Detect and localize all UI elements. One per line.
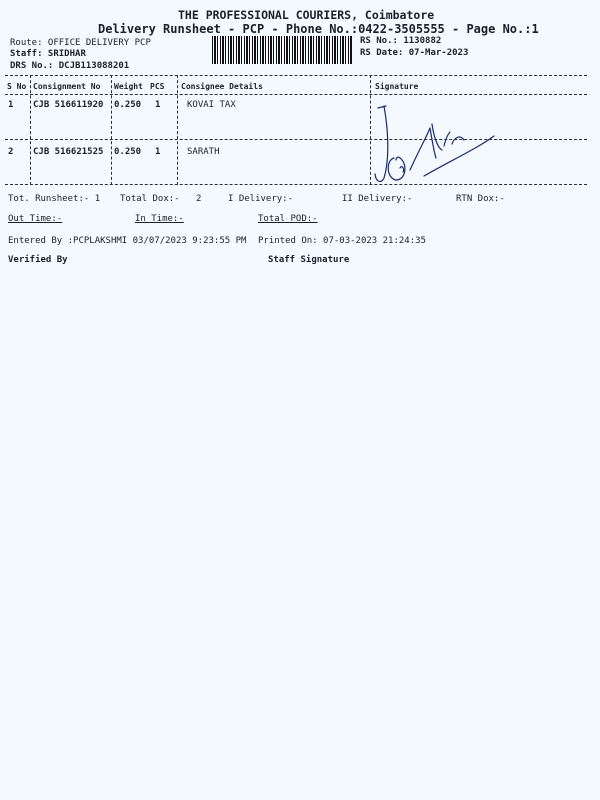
tot-runsheet: Tot. Runsheet:- 1 <box>8 194 101 204</box>
runsheet-subtitle: Delivery Runsheet - PCP - Phone No.:0422-3505555 - Page No.:1 <box>98 22 539 36</box>
row2-sno: 2 <box>8 147 14 157</box>
table-header-line <box>5 94 587 95</box>
row1-weight: 0.250 <box>114 100 142 110</box>
row2-weight: 0.250 <box>114 147 142 157</box>
row1-consignment: CJB 516611920 <box>33 100 104 110</box>
th-weight: Weight <box>114 82 143 91</box>
th-signature: Signature <box>375 82 419 91</box>
ii-delivery: II Delivery:- <box>342 194 413 204</box>
verified-by: Verified By <box>8 255 68 265</box>
col-divider <box>177 75 178 185</box>
handwritten-signature <box>372 98 512 188</box>
staff-label: Staff: SRIDHAR <box>10 49 86 59</box>
route-label: Route: OFFICE DELIVERY PCP <box>10 38 151 48</box>
out-time: Out Time:- <box>8 214 63 224</box>
total-dox: Total Dox:- <box>120 194 180 204</box>
rs-number: RS No.: 1130882 <box>360 36 442 46</box>
rtn-dox: RTN Dox:- <box>456 194 505 204</box>
drs-label: DRS No.: DCJB113088201 <box>10 61 130 71</box>
th-pcs: PCS <box>150 82 165 91</box>
table-top-line <box>5 75 587 76</box>
row2-consignment: CJB 516621525 <box>33 147 104 157</box>
col-divider <box>111 75 112 185</box>
rs-date: RS Date: 07-Mar-2023 <box>360 48 469 58</box>
col-divider <box>30 75 31 185</box>
i-delivery: I Delivery:- <box>228 194 294 204</box>
row2-pcs: 1 <box>155 147 161 157</box>
th-consignment: Consignment No <box>33 82 101 91</box>
entered-by: Entered By :PCPLAKSHMI 03/07/2023 9:23:55 PM <box>8 236 247 246</box>
row2-consignee: SARATH <box>187 147 220 157</box>
th-consignee: Consignee Details <box>181 82 263 91</box>
in-time: In Time:- <box>135 214 184 224</box>
col-divider <box>370 75 371 185</box>
printed-on: Printed On: 07-03-2023 21:24:35 <box>258 236 426 246</box>
total-dox-value: 2 <box>196 194 202 204</box>
staff-signature-label: Staff Signature <box>268 255 350 265</box>
row1-pcs: 1 <box>155 100 161 110</box>
total-pod: Total POD:- <box>258 214 318 224</box>
company-title: THE PROFESSIONAL COURIERS, Coimbatore <box>178 8 435 22</box>
th-sno: S No <box>7 82 27 91</box>
row1-sno: 1 <box>8 100 14 110</box>
barcode-image <box>212 36 352 64</box>
row1-consignee: KOVAI TAX <box>187 100 236 110</box>
